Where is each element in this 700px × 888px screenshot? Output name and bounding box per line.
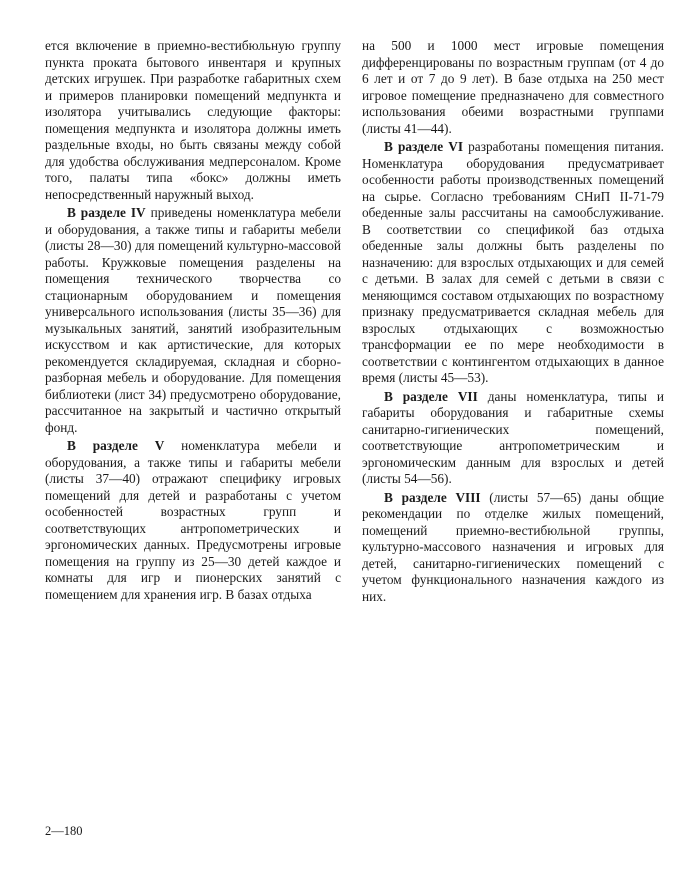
paragraph-text: (листы 57—65) даны общие рекомендации по отделке жилых помещений, помещений приемно-вестибюльной группы, культурно-массового назначения и игровых для детей, санитарно-гигиенических помещений с учетом функционального назначения каждого из них. bbox=[362, 489, 664, 604]
left-column bbox=[45, 38, 341, 603]
paragraph-text: приведены номенклатура мебели и оборудования, а также типы и габариты мебели (листы 28—30) для помещений культурно-массовой работы. Кружковые помещения разделены на помещения технического творчества со стационарным оборудованием и помещения универсального использования (листы 35—36) для музыкальных занятий, занятий изобразительным искусством и как артистические, для которых рекомендуется складируемая, складная и сборно-разборная мебель и оборудование. Для помещения библиотеки (лист 34) предусмотрено оборудование, рассчитанное на закрытый и частично открытый фонд. bbox=[45, 205, 341, 435]
section-heading: В разделе IV bbox=[67, 205, 146, 220]
paragraph-text: разработаны помещения питания. Номенклатура оборудования предусматривает особенности работы производственных помещений на сырье. Согласно требованиям СНиП II-71-79 обеденные залы рассчитаны на самообслуживание. В соответствии со спецификой баз отдыха обеденные залы должны быть разделены по назначению: для взрослых отдыхающих и для семей с детьми. В залах для семей с детьми в связи с меняющимся составом отдыхающих по возрастному признаку предусматривается складная мебель для взрослых отдыхающих с возможностью трансформации ее по мере необходимости в соответствии с контингентом отдыхающих в данное время (листы 45—53). bbox=[362, 139, 664, 385]
paragraph bbox=[362, 38, 664, 137]
paragraph-section-viii bbox=[362, 490, 664, 606]
section-heading: В разделе V bbox=[67, 438, 165, 453]
section-heading: В разделе VI bbox=[384, 139, 464, 154]
paragraph-text: на 500 и 1000 мест игровые помещения дифференцированы по возрастным группам (от 4 до 6 лет и от 7 до 9 лет). В базе отдыха на 250 мест игровое помещение предназначено для совместного использования обеими возрастными группами (листы 41—44). bbox=[362, 38, 664, 136]
section-heading: В разделе VII bbox=[384, 388, 478, 404]
right-column bbox=[362, 38, 664, 605]
paragraph-section-vi bbox=[362, 139, 664, 387]
paragraph-section-v bbox=[45, 438, 341, 603]
paragraph-text: ется включение в приемно-вестибюльную группу пункта проката бытового инвентаря и крупных детских игрушек. При разработке габаритных схем и примеров планировки помещений медпункта и изолятора учитывались следующие факторы: помещения медпункта и изолятора должны иметь раздельные входы, но быть связаны между собой для удобства обслуживания медперсоналом. Кроме того, палаты типа «бокс» должны иметь непосредственный наружный выход. bbox=[45, 38, 341, 202]
paragraph-section-vii bbox=[362, 389, 664, 488]
page-number: 2—180 bbox=[45, 824, 83, 838]
paragraph bbox=[45, 38, 341, 203]
section-heading: В разделе VIII bbox=[384, 489, 481, 505]
paragraph-text: номенклатура мебели и оборудования, а также типы и габариты мебели (листы 37—40) отражают специфику игровых помещений для детей и разработаны с учетом особенностей возрастных групп и соответствующих антропометрических и эргономических данных. Предусмотрены игровые помещения на группу из 25—30 детей каждое и комнаты для игр и пионерских занятий с помещением для хранения игр. В базах отдыха bbox=[45, 438, 341, 602]
paragraph-section-iv bbox=[45, 205, 341, 436]
paragraph-text: даны номенклатура, типы и габариты оборудования и габаритные схемы санитарно-гигиенических помещений, соответствующие антропометрическим и эргономическим данным для взрослых и детей (листы 54—56). bbox=[362, 388, 664, 486]
